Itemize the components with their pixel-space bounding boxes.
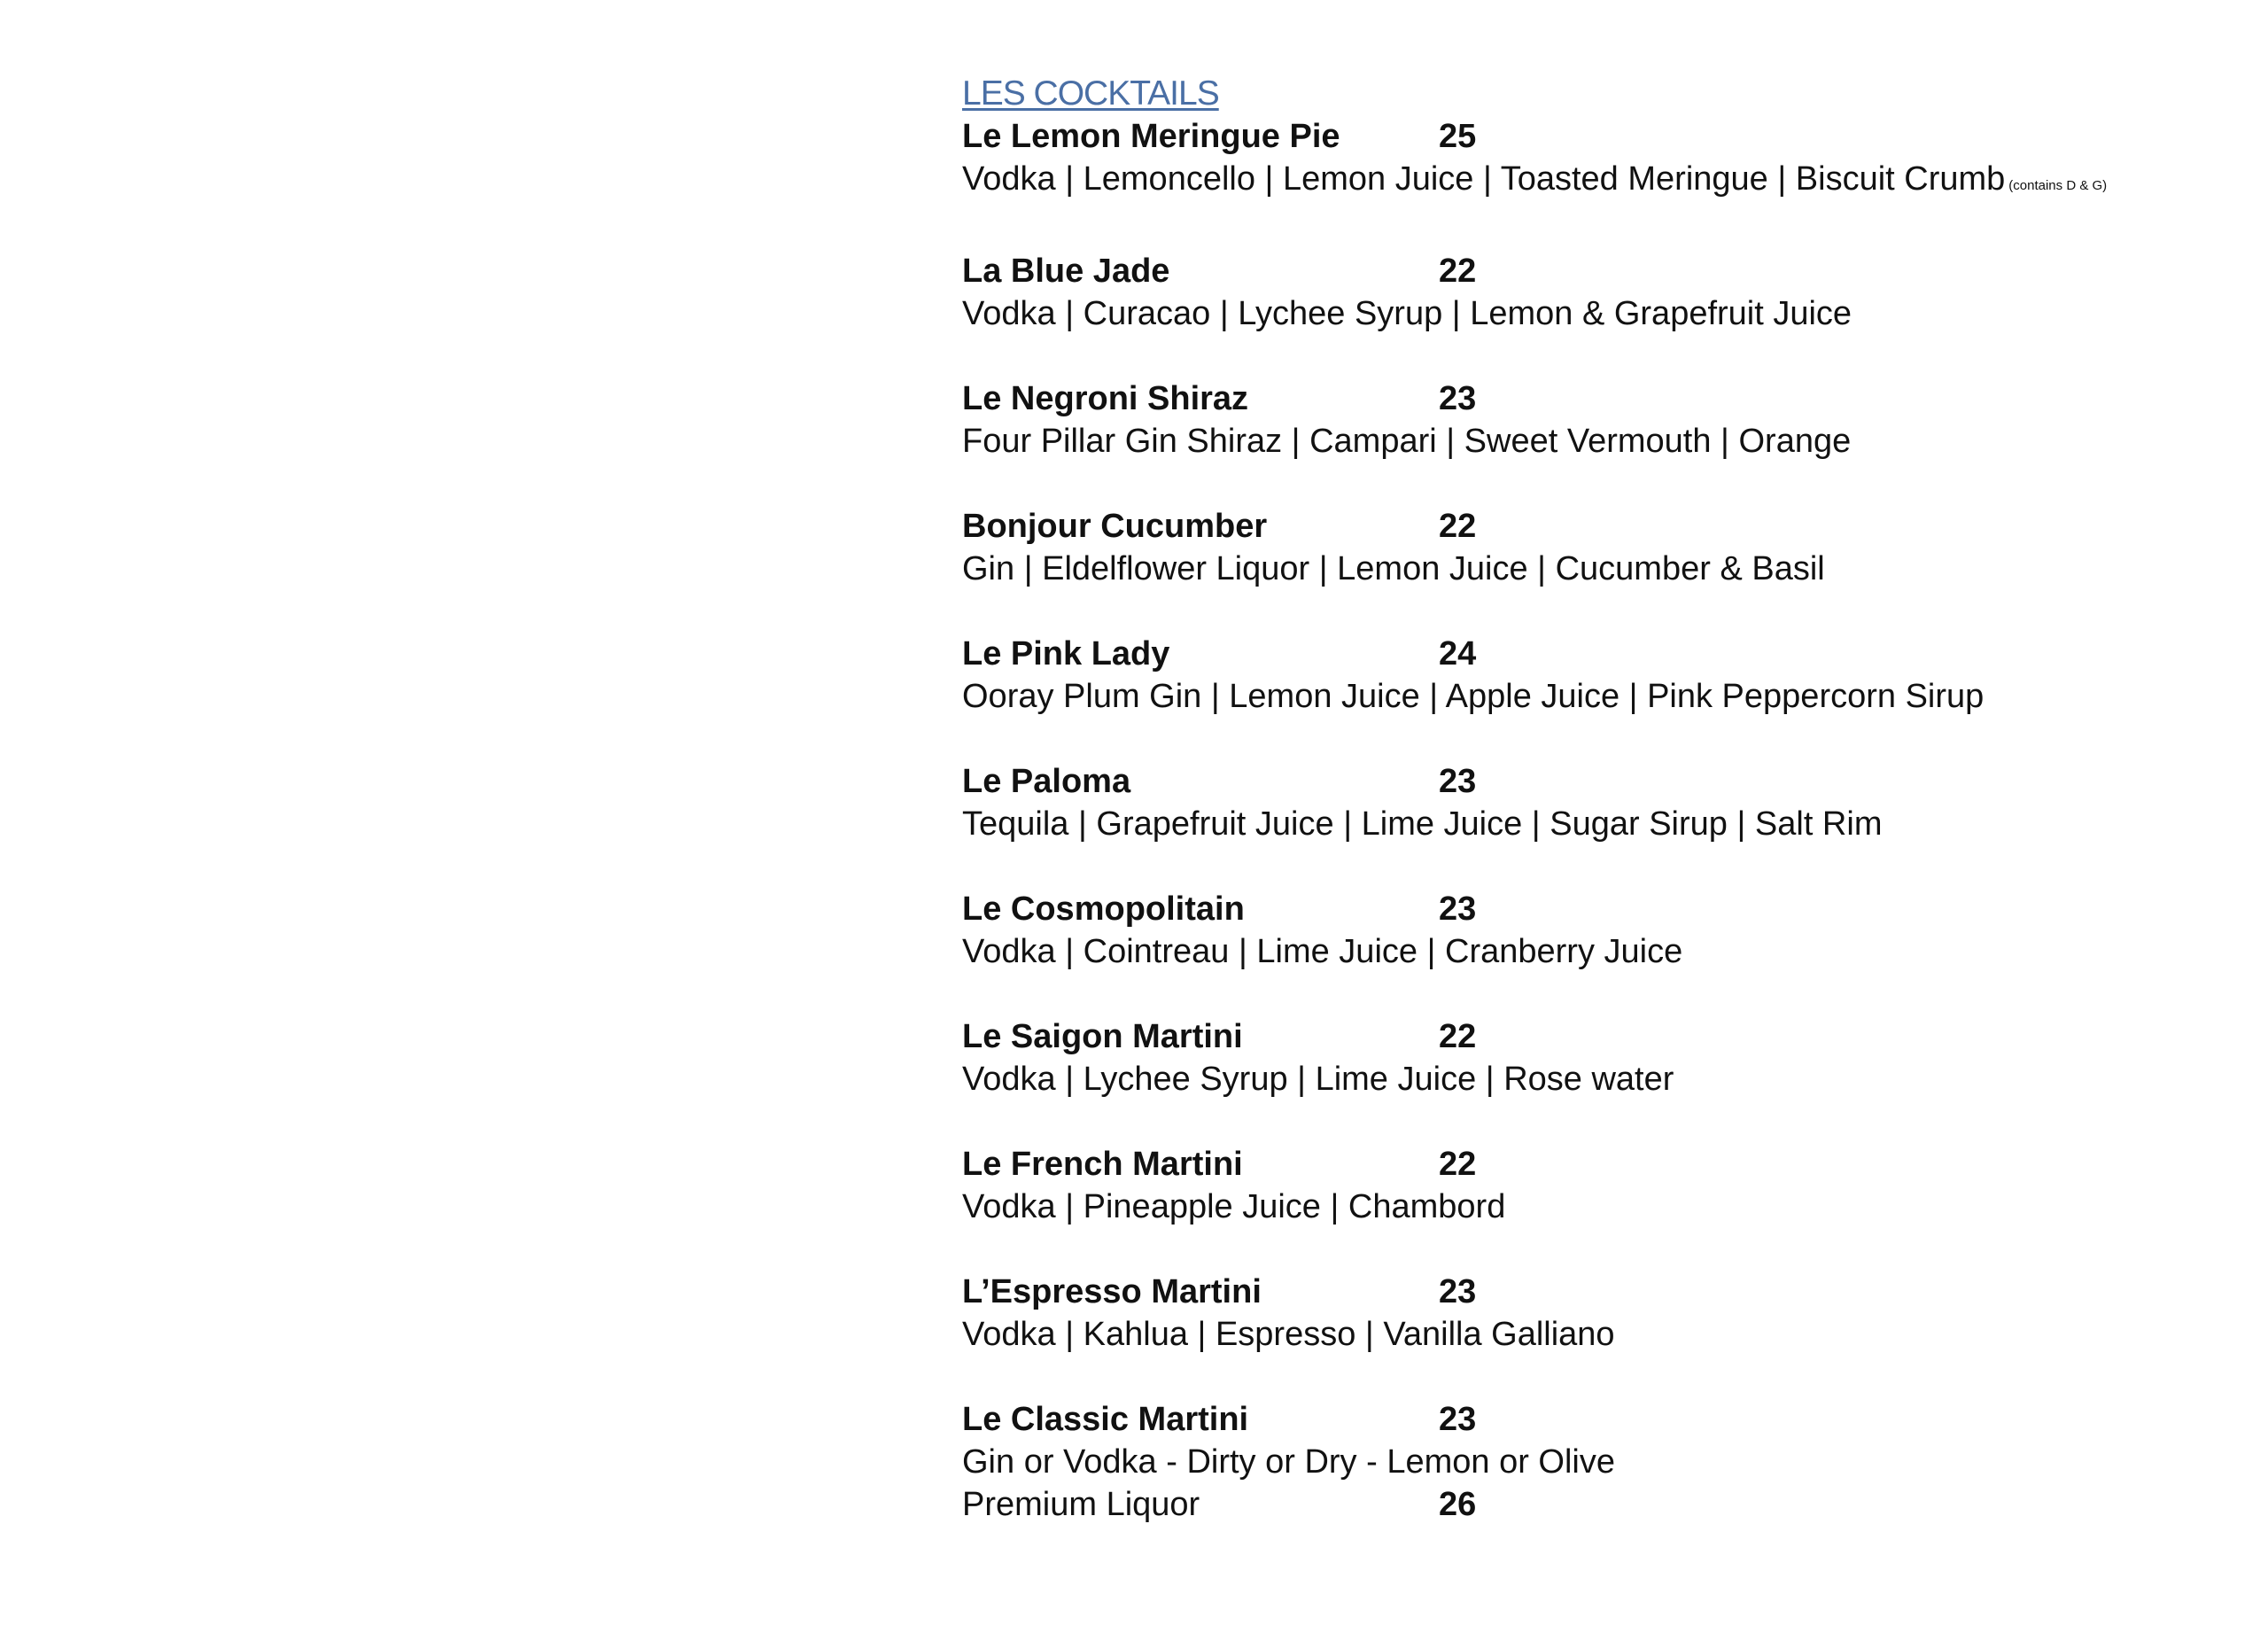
item-price: 22 xyxy=(1439,253,1477,290)
item-name: L’Espresso Martini xyxy=(962,1273,1262,1310)
item-description: Gin or Vodka - Dirty or Dry - Lemon or Olive xyxy=(962,1443,1615,1481)
premium-option xyxy=(962,1483,2238,1526)
menu-item-saigon-martini xyxy=(962,1015,2238,1100)
item-header xyxy=(962,633,2238,675)
item-name: Le Negroni Shiraz xyxy=(962,380,1249,417)
item-name: Le Cosmopolitain xyxy=(962,890,1245,928)
item-description: Vodka | Cointreau | Lime Juice | Cranberry Juice xyxy=(962,933,1683,970)
item-description: Four Pillar Gin Shiraz | Campari | Sweet Vermouth | Orange xyxy=(962,423,1852,460)
premium-label: Premium Liquor xyxy=(962,1486,1200,1523)
item-header xyxy=(962,1143,2238,1186)
allergen-note: (contains D & G) xyxy=(2008,178,2108,193)
item-header xyxy=(962,505,2238,548)
item-price: 22 xyxy=(1439,508,1477,545)
item-price: 23 xyxy=(1439,763,1477,800)
item-price: 23 xyxy=(1439,1401,1477,1438)
item-name: Le Saigon Martini xyxy=(962,1018,1243,1055)
item-name: Le Pink Lady xyxy=(962,635,1170,673)
item-description: Vodka | Lychee Syrup | Lime Juice | Rose water xyxy=(962,1061,1674,1098)
item-name: Le French Martini xyxy=(962,1146,1243,1183)
item-description: Gin | Eldelflower Liquor | Lemon Juice | Cucumber & Basil xyxy=(962,550,1825,587)
item-price: 25 xyxy=(1439,118,1477,155)
cocktail-menu xyxy=(962,73,2238,1568)
item-price: 23 xyxy=(1439,890,1477,928)
premium-price: 26 xyxy=(1439,1486,1477,1523)
item-header xyxy=(962,760,2238,803)
item-price: 23 xyxy=(1439,1273,1477,1310)
menu-item-paloma xyxy=(962,760,2238,845)
item-header xyxy=(962,250,2238,292)
item-description: Vodka | Pineapple Juice | Chambord xyxy=(962,1188,1506,1225)
item-description xyxy=(962,158,2238,207)
menu-item-lemon-meringue-pie xyxy=(962,115,2238,207)
item-header xyxy=(962,1398,2238,1441)
item-name: Le Classic Martini xyxy=(962,1401,1249,1438)
item-name: Le Lemon Meringue Pie xyxy=(962,118,1340,155)
item-name: Bonjour Cucumber xyxy=(962,508,1268,545)
menu-item-french-martini xyxy=(962,1143,2238,1228)
item-header xyxy=(962,888,2238,930)
menu-item-blue-jade xyxy=(962,250,2238,335)
item-description: Tequila | Grapefruit Juice | Lime Juice | Sugar Sirup | Salt Rim xyxy=(962,805,1883,843)
item-description-text: Vodka | Lemoncello | Lemon Juice | Toasted Meringue | Biscuit Crumb xyxy=(962,160,2006,198)
menu-item-cosmopolitain xyxy=(962,888,2238,973)
section-title[interactable]: LES COCKTAILS xyxy=(962,74,1219,113)
item-header xyxy=(962,377,2238,420)
item-description: Ooray Plum Gin | Lemon Juice | Apple Juice | Pink Peppercorn Sirup xyxy=(962,678,1984,715)
item-header xyxy=(962,1271,2238,1313)
item-price: 24 xyxy=(1439,635,1477,673)
item-header xyxy=(962,1015,2238,1058)
menu-item-classic-martini xyxy=(962,1398,2238,1526)
item-name: Le Paloma xyxy=(962,763,1131,800)
menu-item-negroni-shiraz xyxy=(962,377,2238,463)
item-price: 23 xyxy=(1439,380,1477,417)
menu-item-pink-lady xyxy=(962,633,2238,718)
item-price: 22 xyxy=(1439,1018,1477,1055)
item-header xyxy=(962,115,2238,158)
item-description: Vodka | Curacao | Lychee Syrup | Lemon & Grapefruit Juice xyxy=(962,295,1852,332)
menu-item-espresso-martini xyxy=(962,1271,2238,1356)
item-price: 22 xyxy=(1439,1146,1477,1183)
menu-item-bonjour-cucumber xyxy=(962,505,2238,590)
item-description: Vodka | Kahlua | Espresso | Vanilla Galliano xyxy=(962,1316,1615,1353)
item-name: La Blue Jade xyxy=(962,253,1170,290)
